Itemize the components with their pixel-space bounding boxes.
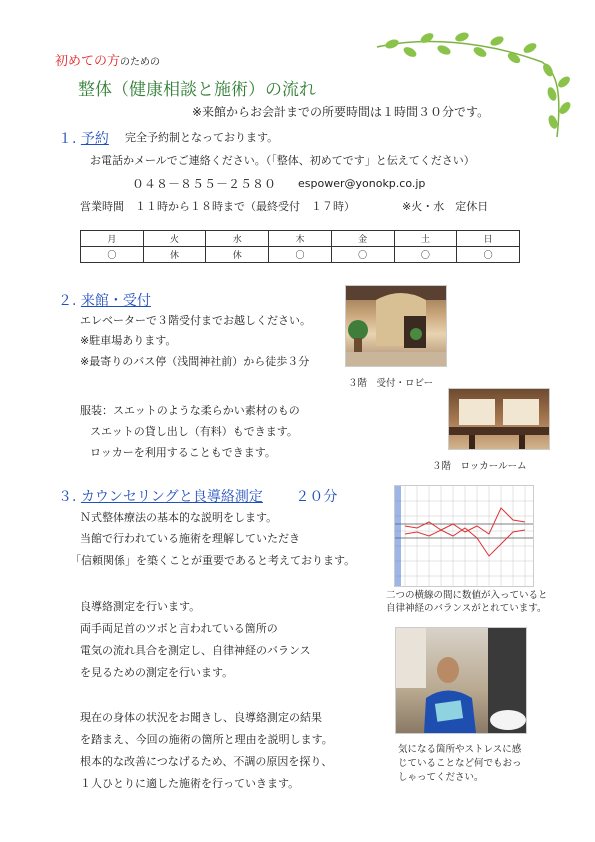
section2-heading (58, 290, 151, 310)
closed-days: ※火・水 定休日 (402, 200, 489, 213)
day-cell: 火 (143, 231, 206, 247)
leaf-vine-decoration (372, 32, 572, 142)
day-cell: 日 (457, 231, 520, 247)
lobby-caption: ３階 受付・ロビー (348, 378, 434, 389)
phone-number[interactable]: ０４８－８５５－２５８０ (132, 177, 277, 191)
counseling-p2-line1: 良導絡測定を行います。 (80, 600, 201, 613)
day-cell: 土 (394, 231, 457, 247)
section3-heading (58, 486, 337, 506)
status-cell: 〇 (457, 247, 520, 263)
reservation-note: 完全予約制となっております。 (125, 131, 279, 144)
schedule-days-row (81, 231, 520, 247)
photo-caption-line2: じていることなど何でもおっ (398, 758, 522, 769)
section1-number: １. (58, 131, 77, 147)
intro-label-main: 初めての方 (55, 54, 121, 69)
counseling-p1-line2: 当館で行われている施術を理解していただき (80, 532, 300, 545)
clothing-line-3: ロッカーを利用することもできます。 (90, 446, 276, 459)
chart-caption-line1: 二つの横線の間に数値が入っていると (386, 590, 548, 601)
counseling-p3-line3: 根本的な改善につなげるため、不調の原因を探り、 (80, 755, 333, 768)
intro-label (55, 50, 160, 69)
lobby-photo (345, 285, 447, 367)
clothing-line-2: スエットの貸し出し（有料）もできます。 (90, 425, 298, 438)
counseling-p1-line3: 「信頼関係」を築くことが重要であると考えております。 (70, 554, 356, 567)
arrival-line-1: エレベーターで３階受付までお越しください。 (80, 314, 311, 327)
schedule-status-row (81, 247, 520, 263)
counseling-p2-line3: 電気の流れ具合を測定し、自律神経のバランス (80, 644, 311, 657)
counseling-p3-line1: 現在の身体の状況をお聞きし、良導絡測定の結果 (80, 711, 322, 724)
photo-caption-line3: しゃってください。 (398, 772, 484, 783)
day-cell: 金 (331, 231, 394, 247)
day-cell: 木 (269, 231, 332, 247)
section1-heading (58, 128, 109, 148)
page-title: 整体（健康相談と施術）の流れ (78, 80, 316, 100)
day-cell: 月 (81, 231, 144, 247)
counseling-p2-line4: を見るための測定を行います。 (80, 666, 234, 679)
section3-duration: ２０分 (295, 489, 338, 505)
ryodoraku-chart-image (394, 485, 534, 587)
duration-note: ※来館からお会計までの所要時間は１時間３０分です。 (192, 105, 490, 119)
counselor-photo (395, 627, 527, 734)
locker-room-photo (448, 388, 550, 450)
email-link[interactable]: espower@yonokp.co.jp (298, 177, 426, 190)
section2-number: ２. (58, 293, 77, 309)
status-cell: 〇 (394, 247, 457, 263)
clothing-line-1: 服装：スエットのような柔らかい素材のもの (80, 404, 300, 417)
status-cell: 〇 (331, 247, 394, 263)
counseling-p3-line2: を踏まえ、今回の施術の箇所と理由を説明します。 (80, 733, 333, 746)
counseling-p2-line2: 両手両足首のツボと言われている箇所の (80, 622, 278, 635)
section1-title: 予約 (80, 131, 109, 147)
day-cell: 水 (206, 231, 269, 247)
section2-title: 来館・受付 (80, 293, 151, 309)
status-cell: 休 (206, 247, 269, 263)
section3-number: ３. (58, 489, 77, 505)
section3-title: カウンセリングと良導絡測定 (80, 489, 263, 505)
arrival-line-2: ※駐車場あります。 (80, 334, 177, 347)
photo-caption-line1: 気になる箇所やストレスに感 (398, 744, 522, 755)
chart-caption-line2: 自律神経のバランスがとれています。 (386, 603, 547, 614)
status-cell: 〇 (81, 247, 144, 263)
locker-caption: ３階 ロッカールーム (432, 461, 527, 472)
weekly-schedule-table (80, 230, 520, 263)
intro-label-suffix: のための (120, 57, 161, 68)
business-hours: 営業時間 １１時から１８時まで（最終受付 １７時） (80, 200, 355, 213)
counseling-p3-line4: １人ひとりに適した施術を行っていきます。 (80, 777, 300, 790)
status-cell: 休 (143, 247, 206, 263)
arrival-line-3: ※最寄りのバス停（浅間神社前）から徒歩３分 (80, 355, 310, 368)
counseling-p1-line1: Ｎ式整体療法の基本的な説明をします。 (80, 511, 278, 524)
contact-text: お電話かメールでご連絡ください。（「整体、初めてです」と伝えてください） (90, 154, 475, 167)
status-cell: 〇 (269, 247, 332, 263)
